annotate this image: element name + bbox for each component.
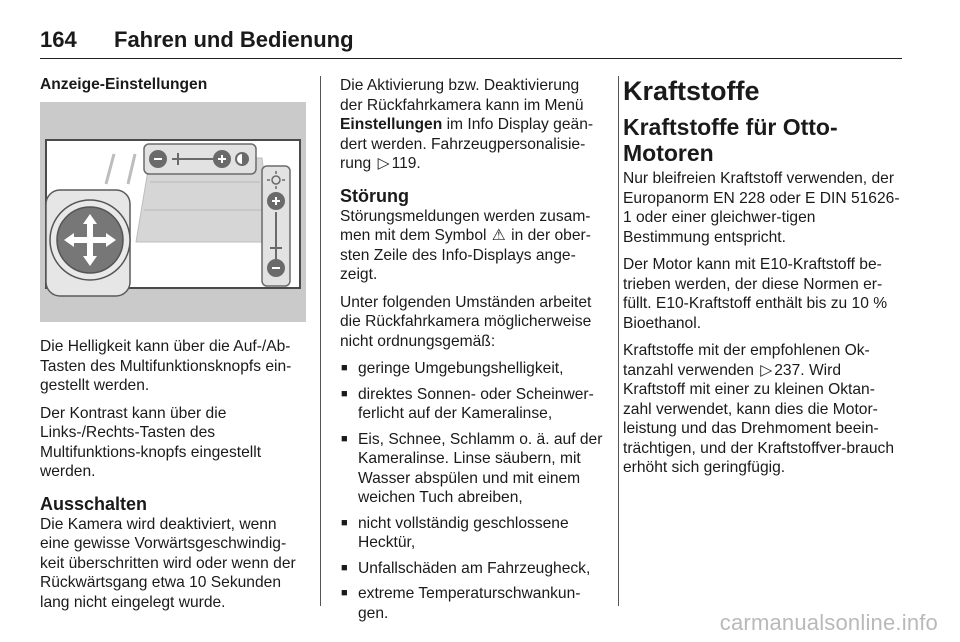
settings-menu-term: Einstellungen — [340, 116, 443, 133]
column-left — [40, 76, 306, 620]
list-item: ■ nicht vollständig geschlossene Hecktür, — [340, 514, 605, 553]
paragraph-contrast: Der Kontrast kann über die Links-/Rechts-Tasten des Multifunktions-knopfs eingestellt werden. — [40, 404, 262, 480]
list-item: ■ Eis, Schnee, Schlamm o. ä. auf der Kameralinse. Linse säubern, mit Wasser abspülen und mit einem weichen Tuch abreiben, — [340, 430, 605, 508]
paragraph-stoerung — [340, 207, 605, 285]
page-title: Fahren und Bedienung — [114, 27, 354, 52]
octane-text-b: Wird Kraftstoff mit einer zu kleinen Oktan-zahl verwendet, kann dies die Motor-leistung und das Drehmoment beein-trächtigen, und der Kraftstoffver-brauch erhöht sich geringfügig. — [623, 361, 895, 476]
activation-text-b: im Info Display geän-dert werden. Fahrzeugpersonalisie-rung — [340, 116, 594, 172]
column-divider-right — [618, 76, 619, 606]
page-header — [40, 14, 902, 59]
page-reference: 119. — [391, 155, 421, 172]
page-number: 164 — [40, 27, 77, 52]
octane-text-a: Kraftstoffe mit der empfohlenen Ok-tanzahl verwenden — [623, 342, 870, 379]
list-item: ■ extreme Temperaturschwankun-gen. — [340, 584, 605, 623]
stoerung-text-b: in der ober-sten Zeile des Info-Displays ange-zeigt. — [340, 227, 591, 283]
paragraph-ausschalten: Die Kamera wird deaktiviert, wenn eine gewisse Vorwärtsgeschwindig-keit überschritten wird oder wenn der Rückwärtsgang etwa 10 Sekunden lang nicht eingelegt wurde. — [40, 515, 296, 611]
paragraph-activation — [340, 76, 605, 174]
watermark: carmanualsonline.info — [719, 610, 938, 635]
conditions-list — [340, 359, 605, 623]
section-subheading: Anzeige-Einstellungen — [40, 76, 208, 93]
paragraph-brightness: Die Helligkeit kann über die Auf-/Ab-Tasten des Multifunktionsknopfs ein-gestellt werden. — [40, 338, 292, 394]
paragraph-e10: Der Motor kann mit E10-Kraftstoff be-trieben werden, der diese Normen er-füllt. E10-Kraftstoff enthält bis zu 10 % Bioethanol. — [623, 256, 888, 332]
list-item: ■ direktes Sonnen- oder Scheinwer-ferlicht auf der Kameralinse, — [340, 385, 605, 424]
heading-kraftstoffe: Kraftstoffe — [623, 76, 760, 106]
column-right — [623, 76, 903, 486]
paragraph-umstaende: Unter folgenden Umständen arbeitet die Rückfahrkamera möglicherweise nicht ordnungsgemäß: — [340, 293, 592, 350]
column-divider-left — [320, 76, 321, 606]
activation-text-a: Die Aktivierung bzw. Deaktivierung der Rückfahrkamera kann im Menü — [340, 77, 584, 114]
page-reference: 237. — [774, 361, 805, 379]
column-middle — [340, 76, 605, 629]
list-item: ■ geringe Umgebungshelligkeit, — [340, 359, 605, 379]
heading-stoerung: Störung — [340, 185, 409, 206]
heading-ausschalten: Ausschalten — [40, 493, 148, 514]
heading-otto-motoren: Kraftstoffe für Otto-Motoren — [623, 114, 838, 166]
display-settings-illustration — [40, 102, 306, 322]
warning-triangle-icon: ⚠ — [491, 227, 506, 244]
page-reference-arrow-icon: ▷ — [377, 155, 390, 172]
stoerung-text-a: Störungsmeldungen werden zusam-men mit dem Symbol — [340, 207, 591, 244]
page-reference-arrow-icon: ▷ — [760, 361, 773, 379]
list-item: ■ Unfallschäden am Fahrzeugheck, — [340, 559, 605, 579]
paragraph-octane — [623, 341, 903, 478]
paragraph-fuel-standard: Nur bleifreien Kraftstoff verwenden, der Europanorm EN 228 oder E DIN 51626-1 oder einer gleichwer-tigen Bestimmung entspricht. — [623, 170, 900, 246]
